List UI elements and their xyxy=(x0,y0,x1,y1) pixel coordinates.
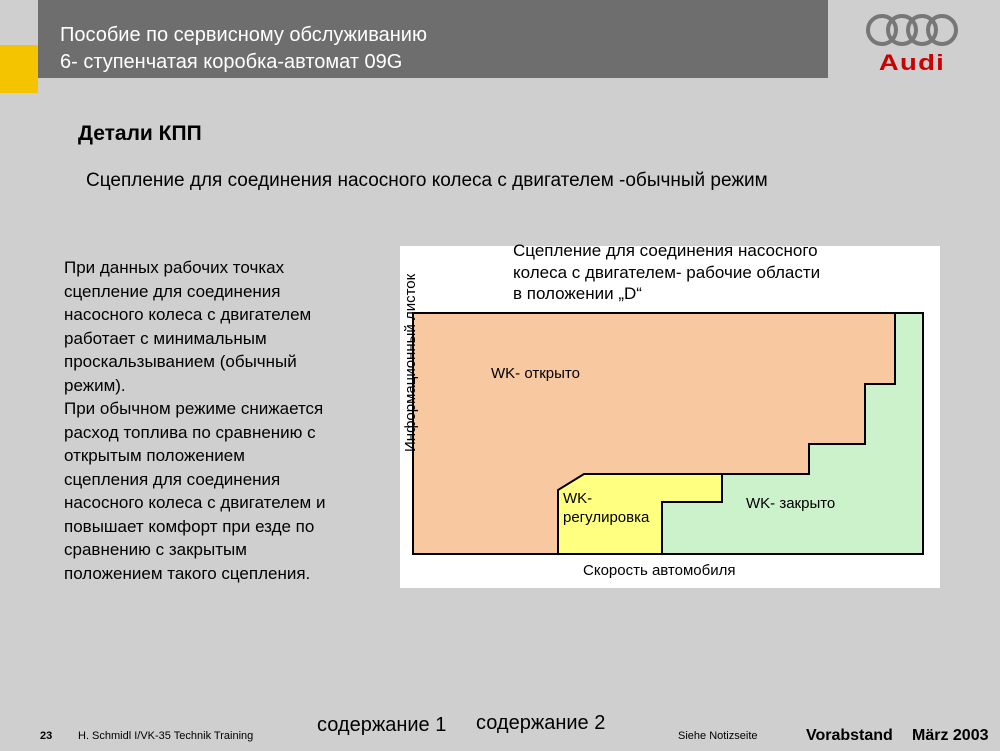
yellow-accent-tab xyxy=(0,45,38,93)
header-title-line1: Пособие по сервисному обслуживанию xyxy=(60,24,427,46)
header-title-line2: 6- ступенчатая коробка-автомат 09G xyxy=(60,51,403,73)
footer-author: H. Schmidl I/VK-35 Technik Training xyxy=(78,730,254,742)
section-title: Детали КПП xyxy=(78,122,202,145)
contents-1-link[interactable]: содержание 1 xyxy=(317,714,447,736)
description-line: сцепления для соединения xyxy=(64,469,281,489)
description-line: насосного колеса с двигателем xyxy=(64,305,312,324)
description-text xyxy=(64,256,384,585)
page-number: 23 xyxy=(40,730,53,742)
region-closed-label: WK- закрыто xyxy=(746,495,836,512)
description-line: При данных рабочих точках xyxy=(64,258,285,277)
description-line: проскальзыванием (обычный xyxy=(64,352,297,371)
description-line: насосного колеса с двигателем и xyxy=(64,493,326,512)
y-axis-label: Информационный листок xyxy=(402,273,419,452)
audi-rings-icon xyxy=(862,12,962,52)
description-line: сцепление для соединения xyxy=(64,281,281,301)
x-axis-label: Скорость автомобиля xyxy=(583,562,736,579)
footer-notes: Siehe Notizseite xyxy=(678,730,758,742)
contents-2-link[interactable]: содержание 2 xyxy=(476,712,606,734)
description-line: работает с минимальным xyxy=(64,328,267,348)
diagram-title-line: в положении „D“ xyxy=(513,284,642,303)
description-line: сравнению с закрытым xyxy=(64,540,247,559)
audi-logo xyxy=(862,12,962,74)
audi-wordmark: Audi xyxy=(878,50,946,75)
diagram-title-line: Сцепление для соединения насосного xyxy=(513,241,818,260)
description-line: открытым положением xyxy=(64,446,245,465)
region-regulation-label-line2: регулировка xyxy=(563,509,650,526)
diagram-title-line: колеса с двигателем- рабочие области xyxy=(513,262,821,282)
description-line: повышает комфорт при езде по xyxy=(64,516,315,536)
region-open-label: WK- открыто xyxy=(491,365,580,382)
description-line: При обычном режиме снижается xyxy=(64,399,324,418)
footer-date: März 2003 xyxy=(912,727,989,744)
diagram-title xyxy=(513,240,893,305)
page-subtitle: Сцепление для соединения насосного колеса с двигателем -обычный режим xyxy=(86,170,768,191)
footer-status: Vorabstand xyxy=(806,727,893,744)
description-line: положением такого сцепления. xyxy=(64,563,311,583)
description-line: расход топлива по сравнению с xyxy=(64,422,316,442)
region-regulation-label xyxy=(563,489,649,527)
description-line: режим). xyxy=(64,375,126,395)
region-regulation-label-line1: WK- xyxy=(563,490,593,507)
